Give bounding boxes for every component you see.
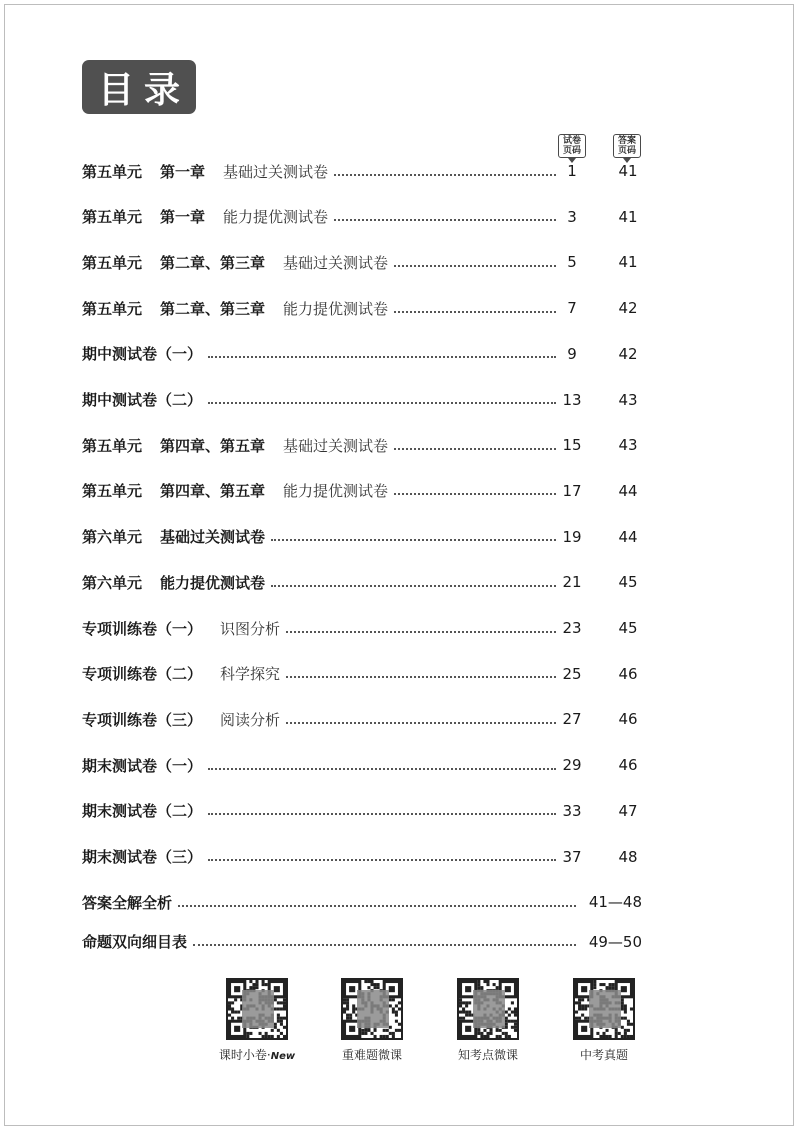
toc-entry-page: 29 (562, 756, 582, 775)
toc-entry-page: 5 (567, 253, 577, 272)
qr-code-image (226, 978, 288, 1040)
toc-entry-chapter: 能力提优测试卷 (160, 573, 266, 592)
leader-dots (208, 812, 556, 815)
toc-extra-label: 命题双向细目表 (82, 933, 188, 952)
toc-title-box (82, 60, 196, 114)
toc-entry[interactable] (82, 518, 642, 556)
leader-dots (208, 767, 556, 770)
toc-entry-answer-page: 47 (618, 801, 638, 820)
qr-pattern (459, 980, 517, 1038)
toc-entry-answer-page: 44 (618, 527, 638, 546)
toc-entry[interactable] (82, 563, 642, 601)
toc-entry-unit: 第五单元 (82, 482, 143, 501)
qr-code-item[interactable] (339, 978, 405, 1063)
toc-entry-page: 7 (567, 299, 577, 318)
qr-code-item[interactable] (455, 978, 521, 1063)
toc-entry[interactable] (82, 609, 642, 647)
toc-entry[interactable] (82, 152, 642, 190)
toc-entry-page: 17 (562, 481, 582, 500)
toc-entry-answer-page: 46 (618, 756, 638, 775)
toc-title: 目录 (97, 69, 190, 111)
toc-entry-chapter: 第四章、第五章 (160, 436, 266, 455)
toc-entry-subtitle: 基础过关测试卷 (283, 253, 389, 272)
toc-entry-unit: 专项训练卷（二） (82, 665, 203, 684)
toc-entry-page: 37 (562, 847, 582, 866)
toc-entry[interactable] (82, 198, 642, 236)
toc-entry-page: 27 (562, 710, 582, 729)
toc-entry-unit: 第五单元 (82, 162, 143, 181)
qr-code-label-text: 课时小卷· (218, 1048, 271, 1062)
toc-entry[interactable] (82, 746, 642, 784)
qr-code-item[interactable] (218, 978, 296, 1063)
toc-entry-subtitle: 科学探究 (220, 665, 281, 684)
leader-dots (271, 584, 556, 587)
toc-entry-subtitle: 能力提优测试卷 (223, 208, 329, 227)
toc-entry-answer-page: 41 (618, 253, 638, 272)
toc-entry[interactable] (82, 838, 642, 876)
leader-dots (394, 310, 556, 313)
toc-entry-chapter: 第一章 (160, 208, 206, 227)
qr-code-item[interactable] (571, 978, 637, 1063)
toc-extra-label: 答案全解全析 (82, 893, 173, 912)
leader-dots (286, 630, 556, 633)
toc-entry-answer-page: 43 (618, 390, 638, 409)
toc-entry-unit: 第六单元 (82, 573, 143, 592)
toc-entry-page: 23 (562, 619, 582, 637)
toc-entry-page: 33 (562, 801, 582, 820)
qr-code-image (341, 978, 403, 1040)
toc-entry[interactable] (82, 381, 642, 419)
qr-pattern (575, 980, 633, 1038)
toc-entry-unit: 专项训练卷（一） (82, 619, 203, 638)
qr-code-label (580, 1046, 628, 1063)
qr-code-label-text: 重难题微课 (341, 1048, 402, 1062)
leader-dots (394, 492, 556, 495)
toc-extra-range: 49—50 (588, 932, 642, 951)
leader-dots (193, 943, 576, 946)
toc-entry-chapter: 第二章、第三章 (160, 299, 266, 318)
toc-entry-answer-page: 41 (618, 162, 638, 180)
toc-entry-unit: 第五单元 (82, 253, 143, 272)
toc-entry[interactable] (82, 289, 642, 327)
qr-pattern (343, 980, 401, 1038)
qr-code-image (457, 978, 519, 1040)
qr-code-label-text: 中考真题 (579, 1048, 628, 1062)
toc-entry-chapter: 第一章 (160, 162, 206, 181)
leader-dots (334, 173, 556, 176)
toc-entry-chapter: 第二章、第三章 (160, 253, 266, 272)
toc-entry[interactable] (82, 792, 642, 830)
qr-code-label (342, 1046, 402, 1063)
leader-dots (286, 721, 556, 724)
toc-entry-answer-page: 43 (618, 436, 638, 455)
toc-entry-subtitle: 能力提优测试卷 (283, 299, 389, 318)
toc-entry-answer-page: 48 (618, 847, 638, 866)
toc-entry-page: 25 (562, 664, 582, 683)
toc-entry[interactable] (82, 335, 642, 373)
toc-entry-answer-page: 42 (618, 299, 638, 318)
toc-entry-unit: 第六单元 (82, 528, 143, 547)
qr-code-label-suffix: New (270, 1051, 296, 1062)
toc-entry[interactable] (82, 655, 642, 693)
toc-entry-answer-page: 42 (618, 344, 638, 363)
toc-entry-unit: 第五单元 (82, 299, 143, 318)
toc-entry-unit: 第五单元 (82, 208, 143, 227)
toc-entry-page: 13 (562, 390, 582, 409)
answer-page-column-tag: 答案页码 (613, 134, 641, 158)
toc-entry[interactable] (82, 243, 642, 281)
leader-dots (208, 858, 556, 861)
toc-extra-entry[interactable] (82, 923, 642, 961)
toc-entry-unit: 期中测试卷（二） (82, 391, 203, 409)
toc-entry-unit: 期末测试卷（二） (82, 802, 203, 821)
leader-dots (208, 401, 556, 404)
toc-extra-range: 41—48 (588, 893, 642, 912)
toc-entry[interactable] (82, 472, 642, 510)
toc-entry-page: 9 (567, 344, 577, 363)
toc-entry-unit: 期中测试卷（一） (82, 345, 203, 364)
toc-entry-subtitle: 阅读分析 (220, 710, 281, 729)
toc-entry-unit: 期末测试卷（三） (82, 848, 203, 866)
toc-entry-page: 15 (562, 436, 582, 455)
qr-code-label (219, 1046, 295, 1063)
leader-dots (286, 675, 556, 678)
toc-entry-answer-page: 44 (618, 481, 638, 500)
toc-entry-chapter: 基础过关测试卷 (160, 528, 266, 547)
toc-entry-answer-page: 45 (618, 573, 638, 592)
toc-entry-subtitle: 识图分析 (220, 619, 281, 638)
toc-entry-page: 1 (567, 162, 577, 180)
qr-code-label (458, 1046, 518, 1063)
toc-entry[interactable] (82, 700, 642, 738)
toc-entry-answer-page: 45 (618, 619, 638, 637)
qr-code-image (573, 978, 635, 1040)
toc-entry-answer-page: 46 (618, 664, 638, 683)
toc-entry-subtitle: 能力提优测试卷 (283, 482, 389, 501)
toc-entry-chapter: 第四章、第五章 (160, 482, 266, 501)
toc-entry-subtitle: 基础过关测试卷 (223, 162, 329, 181)
qr-code-label-text: 知考点微课 (457, 1048, 518, 1062)
toc-entry-answer-page: 41 (618, 207, 638, 226)
toc-entry-page: 19 (562, 527, 582, 546)
test-page-column-tag: 试卷页码 (558, 134, 586, 158)
toc-entry[interactable] (82, 426, 642, 464)
leader-dots (334, 218, 556, 221)
leader-dots (271, 538, 556, 541)
leader-dots (394, 447, 556, 450)
toc-entry-subtitle: 基础过关测试卷 (283, 436, 389, 455)
leader-dots (208, 355, 556, 358)
toc-entry-unit: 专项训练卷（三） (82, 710, 203, 729)
toc-entry-unit: 第五单元 (82, 436, 143, 455)
toc-entry-page: 3 (567, 207, 577, 226)
leader-dots (178, 904, 576, 907)
toc-entry-answer-page: 46 (618, 710, 638, 729)
toc-entry-page: 21 (562, 573, 582, 592)
qr-pattern (228, 980, 286, 1038)
toc-entry-unit: 期末测试卷（一） (82, 756, 203, 775)
leader-dots (394, 264, 556, 267)
toc-extra-entry[interactable] (82, 883, 642, 921)
